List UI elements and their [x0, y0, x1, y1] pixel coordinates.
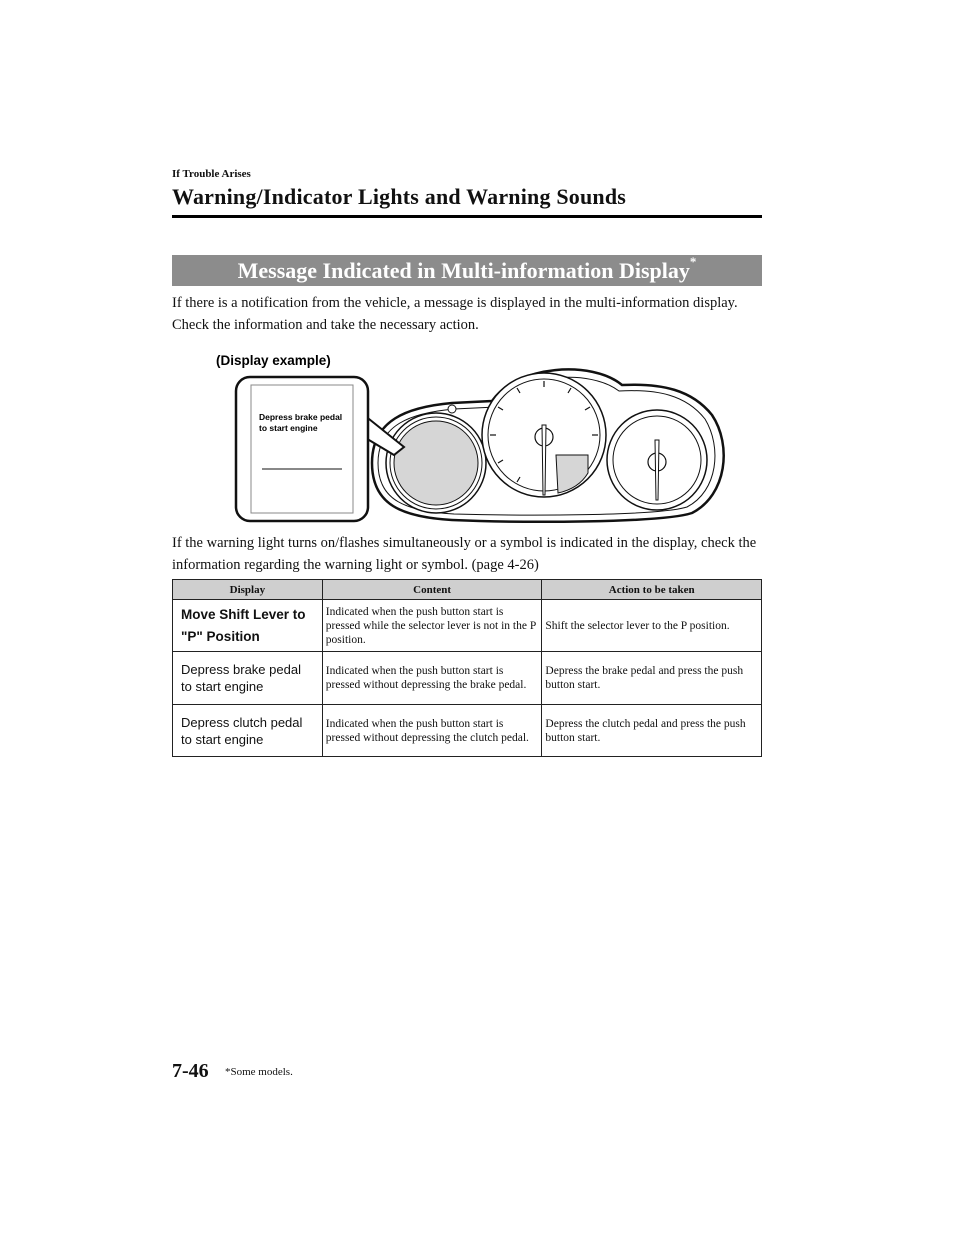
callout-message-line-1: Depress brake pedal	[259, 412, 343, 422]
intro-paragraph: If there is a notification from the vehicle, a message is displayed in the multi-information display. Check the information and take the necessary action.	[172, 295, 738, 333]
content-cell: Indicated when the push button start is pressed without depressing the brake pedal.	[322, 652, 542, 705]
display-message-line-1: Depress brake pedal	[181, 662, 301, 677]
section-banner	[172, 255, 762, 286]
table-row	[173, 705, 762, 757]
action-cell: Shift the selector lever to the P position.	[542, 600, 762, 652]
indicator-icon	[448, 405, 456, 413]
display-message-cell	[173, 652, 323, 705]
some-models-marker: *	[689, 254, 697, 269]
instrument-cluster-illustration	[172, 345, 732, 525]
content-cell: Indicated when the push button start is pressed without depressing the clutch pedal.	[322, 705, 542, 757]
table-row	[173, 600, 762, 652]
table-row	[173, 652, 762, 705]
action-cell: Depress the clutch pedal and press the push button start.	[542, 705, 762, 757]
display-message-line-1: Move Shift Lever to	[181, 606, 306, 622]
callout-message-line-2: to start engine	[259, 423, 318, 433]
display-message-line-2: to start engine	[181, 731, 264, 747]
display-message-line-2: to start engine	[181, 679, 264, 694]
right-gauge-needle	[655, 440, 659, 500]
section-label: If Trouble Arises	[172, 168, 251, 180]
header-display: Display	[173, 580, 323, 600]
banner-title: Message Indicated in Multi-information Display	[237, 258, 690, 283]
tachometer-needle	[542, 425, 546, 495]
display-message-cell	[173, 705, 323, 757]
display-message-line-1: Depress clutch pedal	[181, 714, 303, 730]
multi-information-display	[394, 421, 478, 505]
header-action: Action to be taken	[542, 580, 762, 600]
table-header-row	[173, 580, 762, 600]
illustration-caption: (Display example)	[216, 353, 331, 368]
message-table	[172, 579, 762, 757]
followup-paragraph: If the warning light turns on/flashes simultaneously or a symbol is indicated in the display, check the information regarding the warning light or symbol. (page 4-26)	[172, 535, 757, 573]
display-callout-screen	[251, 385, 353, 513]
header-content: Content	[322, 580, 542, 600]
action-cell: Depress the brake pedal and press the push button start.	[542, 652, 762, 705]
chapter-divider	[172, 215, 762, 218]
page-number: 7-46	[172, 1060, 209, 1082]
display-message-cell	[173, 600, 323, 652]
content-cell: Indicated when the push button start is pressed while the selector lever is not in the P position.	[322, 600, 542, 652]
footnote: *Some models.	[225, 1066, 293, 1078]
chapter-title: Warning/Indicator Lights and Warning Sounds	[172, 184, 627, 209]
display-message-line-2: "P" Position	[181, 628, 260, 644]
